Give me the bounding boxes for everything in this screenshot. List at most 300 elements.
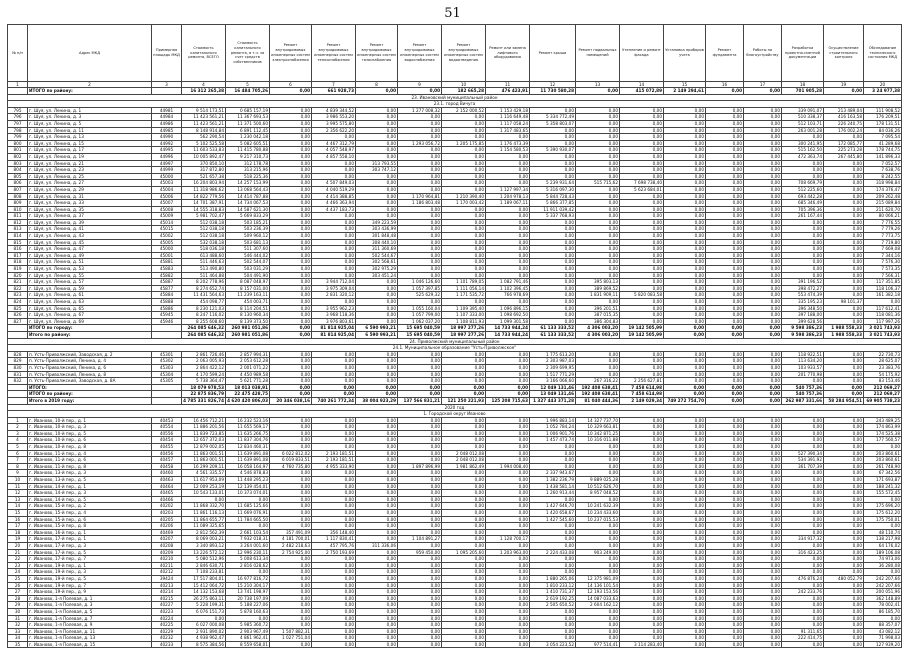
table-cell: 472 363,74	[782, 153, 824, 160]
table-cell: 386 304,83	[576, 318, 620, 325]
table-cell	[152, 88, 182, 95]
table-cell: 0,00	[744, 589, 782, 596]
table-cell: 0,00	[486, 153, 530, 160]
table-cell: 0,00	[664, 437, 706, 444]
table-cell: 177 560,57	[864, 437, 902, 444]
table-cell: 0,00	[782, 259, 824, 266]
table-cell: 0,00	[398, 622, 442, 629]
table-cell: 103 933,57	[782, 364, 824, 371]
table-cell: 225 273,28	[824, 147, 864, 154]
table-cell: 0,00	[226, 496, 270, 503]
table-cell: 20 738 197,09	[226, 595, 270, 602]
table-cell: 0,00	[356, 529, 398, 536]
table-row	[8, 160, 902, 167]
table-cell: 138 217,98	[864, 536, 902, 543]
table-cell: 18 013 038,91	[226, 384, 270, 391]
table-cell: 1 046 126,60	[398, 279, 442, 286]
table-cell: 0,00	[824, 305, 864, 312]
table-cell: 0,00	[356, 378, 398, 385]
table-cell: 0,00	[744, 542, 782, 549]
table-cell: 0,00	[744, 219, 782, 226]
table-cell: 4 861 962,41	[226, 635, 270, 642]
table-cell: 0,00	[398, 266, 442, 273]
table-cell: 0,00	[576, 107, 620, 114]
table-cell: 0,00	[620, 371, 664, 378]
table-cell: 0,00	[664, 457, 706, 464]
column-header: № п/п	[8, 25, 28, 82]
table-cell: 0,00	[312, 628, 356, 635]
table-cell: 0,00	[530, 246, 576, 253]
table-cell: 480 052,79	[824, 575, 864, 582]
table-cell: 1 062 037,20	[398, 318, 442, 325]
table-cell: 0,00	[486, 226, 530, 233]
table-cell: 1 128 700,17	[486, 536, 530, 543]
table-cell: 0,00	[664, 272, 706, 279]
table-cell: 12 996 230,11	[226, 549, 270, 556]
table-cell: 0,00	[530, 312, 576, 319]
table-cell: 0,00	[664, 569, 706, 576]
table-cell: 0,00	[824, 430, 864, 437]
table-cell: 2 604 162,12	[576, 602, 620, 609]
table-cell: 0,00	[576, 615, 620, 622]
table-cell: 0,00	[706, 536, 744, 543]
table-cell: 4 546 878,83	[226, 470, 270, 477]
table-cell: 0,00	[486, 516, 530, 523]
table-cell: 4 785 331 826,74	[183, 397, 224, 403]
table-cell: 0,00	[270, 430, 312, 437]
table-cell: 0,00	[824, 444, 864, 451]
table-cell: 13 049 131,46	[530, 391, 576, 398]
table-cell: 395 803,13	[576, 279, 620, 286]
table-cell: 0,00	[744, 252, 782, 259]
table-row	[8, 193, 902, 200]
table-cell: 0,00	[226, 569, 270, 576]
table-cell: 0,00	[356, 556, 398, 563]
table-cell: 11 685 125,66	[226, 503, 270, 510]
table-cell: 125 208 715,63	[486, 397, 530, 404]
table-cell: 40460	[152, 470, 182, 477]
table-cell: 813	[8, 226, 28, 233]
table-cell: 45009	[152, 213, 182, 220]
table-cell: 0,00	[356, 384, 398, 391]
table-cell: 40465	[152, 490, 182, 497]
table-cell: 540 757,36	[782, 384, 824, 391]
table-cell: 11 318 986,62	[182, 186, 226, 193]
table-cell: 0,00	[744, 200, 782, 207]
table-cell: 0,00	[576, 114, 620, 121]
table-cell: 0,00	[312, 569, 356, 576]
table-cell: 302 568,61	[356, 259, 398, 266]
table-cell: 0,00	[270, 424, 312, 431]
table-cell: 0,00	[782, 266, 824, 273]
table-cell: 0,00	[620, 470, 664, 477]
table-cell: 0,00	[530, 153, 576, 160]
table-cell: 0,00	[744, 622, 782, 629]
table-cell: 396 201,51	[576, 305, 620, 312]
table-cell: 0,00	[356, 193, 398, 200]
table-cell: 12 657 372,03	[182, 437, 226, 444]
table-row	[8, 299, 902, 306]
table-cell: 0,00	[486, 206, 530, 213]
column-index: 6	[270, 82, 312, 88]
table-cell: ИТОГО по району:	[28, 88, 152, 95]
table-cell: 476 423,91	[486, 88, 530, 95]
table-cell: 10 373 074,01	[226, 490, 270, 497]
table-cell: 0,00	[270, 252, 312, 259]
table-cell: 0,00	[744, 450, 782, 457]
table-cell: 0,00	[356, 173, 398, 180]
table-cell: 11 863 001,51	[182, 457, 226, 464]
table-cell: 1 438 581,14	[530, 483, 576, 490]
table-cell: 0,00	[620, 364, 664, 371]
table-cell: 7 566,31	[864, 272, 902, 279]
table-cell: 0,00	[620, 562, 664, 569]
table-cell: г. Иваново, 10-й пер., д. 5	[28, 430, 152, 437]
table-cell: 0,00	[270, 358, 312, 365]
table-cell: 0,00	[356, 305, 398, 312]
table-cell: 0,00	[442, 516, 486, 523]
table-cell: 1 116 649,48	[486, 114, 530, 121]
table-row	[8, 575, 902, 582]
table-cell: 0,00	[664, 510, 706, 517]
table-row	[8, 615, 902, 622]
table-cell: 0,00	[744, 424, 782, 431]
table-cell: 0,00	[664, 266, 706, 273]
table-cell: 6 019 833,51	[270, 457, 312, 464]
table-cell: 0,00	[486, 378, 530, 385]
table-cell: 0,00	[664, 562, 706, 569]
table-cell: 14 136 101,54	[576, 582, 620, 589]
table-row	[8, 153, 902, 160]
total-row	[8, 325, 902, 332]
table-cell: 0,00	[398, 127, 442, 134]
table-cell: 21	[8, 549, 28, 556]
table-cell: 0,00	[706, 180, 744, 187]
table-cell: 0,00	[620, 417, 664, 424]
table-cell: 0,00	[824, 490, 864, 497]
table-cell: 0,00	[576, 569, 620, 576]
table-cell: 4 467 312,79	[312, 140, 356, 147]
table-cell: 0,00	[486, 417, 530, 424]
table-cell: 16 456 712,21	[182, 417, 226, 424]
table-cell: 45001	[152, 252, 182, 259]
table-cell: 0,00	[824, 608, 864, 615]
table-cell: 12 375 981,09	[576, 575, 620, 582]
table-cell: 0,00	[706, 127, 744, 134]
table-cell: 1 327 443 371,28	[530, 397, 576, 404]
table-cell: 0,00	[486, 496, 530, 503]
table-cell: 303 451,24	[356, 272, 398, 279]
table-cell: 0,00	[744, 384, 782, 391]
table-cell: 0,00	[782, 246, 824, 253]
table-cell: 10	[8, 477, 28, 484]
table-cell: 0,00	[270, 575, 312, 582]
table-cell: 0,00	[312, 523, 356, 530]
table-cell: 0,00	[782, 582, 824, 589]
column-header: Адрес МКД	[28, 25, 152, 82]
table-cell: 45006	[152, 193, 182, 200]
table-cell: г. Шуя, ул. Ленина, д. 57	[28, 279, 152, 286]
table-cell: 0,00	[530, 167, 576, 174]
table-cell: 0,00	[744, 575, 782, 582]
table-cell: 0,00	[664, 430, 706, 437]
table-row	[8, 516, 902, 523]
table-cell: 117 351,85	[864, 279, 902, 286]
table-cell: 0,00	[706, 279, 744, 286]
table-cell: 0,00	[620, 160, 664, 167]
table-cell: 0,00	[312, 575, 356, 582]
table-cell: 26 275 863,11	[182, 595, 226, 602]
table-cell: 0,00	[664, 503, 706, 510]
table-cell: 0,00	[356, 279, 398, 286]
table-cell: 0,00	[824, 602, 864, 609]
table-cell: 0,00	[744, 562, 782, 569]
table-cell: 0,00	[312, 378, 356, 385]
table-cell: 0,00	[486, 556, 530, 563]
table-cell: 8 242,55	[864, 173, 902, 180]
table-cell: 0,00	[312, 252, 356, 259]
table-cell: 1 186 803,48	[398, 200, 442, 207]
table-cell: 0,00	[744, 331, 782, 338]
table-cell: 0,00	[442, 575, 486, 582]
table-cell: 0,00	[356, 358, 398, 365]
table-cell: 0,00	[442, 477, 486, 484]
table-cell: 1 095 205,60	[442, 549, 486, 556]
table-row	[8, 305, 902, 312]
table-cell: 512 038,18	[182, 233, 226, 240]
table-cell: г. Иваново, 15-й пер., д. 8	[28, 523, 152, 530]
table-cell: 0,00	[356, 608, 398, 615]
table-cell: 0,00	[576, 219, 620, 226]
table-cell: 5 080 512,96	[182, 556, 226, 563]
table-cell: 0,00	[270, 417, 312, 424]
table-cell: 0,00	[398, 437, 442, 444]
column-index: 3	[152, 82, 182, 88]
table-row	[8, 450, 902, 457]
table-cell: 45887	[152, 279, 182, 286]
table-cell: 300 241,95	[782, 140, 824, 147]
table-row	[8, 378, 902, 385]
table-cell: 40203	[152, 510, 182, 517]
table-cell: 0,00	[486, 437, 530, 444]
table-cell: 0,00	[782, 615, 824, 622]
table-cell: 1 101 789,05	[442, 279, 486, 286]
table-cell: 0,00	[824, 622, 864, 629]
table-row	[8, 186, 902, 193]
table-cell: 0,00	[270, 556, 312, 563]
table-cell: 41 289,68	[864, 140, 902, 147]
table-cell: 2 149 294,61	[664, 88, 706, 95]
table-cell: 810	[8, 206, 28, 213]
table-cell: 0,00	[664, 331, 706, 338]
table-cell: 0,00	[620, 635, 664, 642]
table-cell: 1 994 008,40	[486, 463, 530, 470]
table-cell: 0,00	[782, 444, 824, 451]
table-cell: 7 698 738,40	[620, 180, 664, 187]
table-cell: 0,00	[706, 608, 744, 615]
table-cell: 0,00	[824, 450, 864, 457]
table-cell: 0,00	[356, 503, 398, 510]
table-cell: 0,00	[398, 364, 442, 371]
table-cell: 0,00	[486, 477, 530, 484]
table-cell: 8 274 652,74	[182, 285, 226, 292]
table-cell: 0,00	[824, 457, 864, 464]
table-cell: 0,00	[664, 575, 706, 582]
table-cell: 178 131,51	[864, 120, 902, 127]
table-cell: 0,00	[356, 523, 398, 530]
table-cell: 796	[8, 114, 28, 121]
table-cell: г. Иваново, 1-я Полевая, д. 1	[28, 595, 152, 602]
table-cell: 830	[8, 364, 28, 371]
table-cell: 141 896,33	[864, 153, 902, 160]
table-cell: 172 085,77	[824, 140, 864, 147]
table-cell: 0,00	[664, 120, 706, 127]
table-row	[8, 622, 902, 629]
table-cell: 0,00	[312, 437, 356, 444]
table-cell: 7 052,57	[864, 160, 902, 167]
table-cell: 312 178,78	[226, 160, 270, 167]
table-cell: 0,00	[398, 252, 442, 259]
table-cell: 0,00	[706, 305, 744, 312]
year-header	[8, 404, 902, 411]
column-index: 1	[8, 82, 28, 88]
table-cell: 1 410 731,37	[530, 589, 576, 596]
table-row	[8, 167, 902, 174]
table-cell: 0,00	[664, 186, 706, 193]
table-cell: 0,00	[824, 391, 864, 398]
table-cell: 0,00	[356, 424, 398, 431]
table-cell: 0,00	[486, 219, 530, 226]
table-cell: 0,00	[442, 206, 486, 213]
table-row	[8, 430, 902, 437]
table-cell: 0,00	[530, 226, 576, 233]
column-index: 10	[442, 82, 486, 88]
table-cell: 0,00	[782, 595, 824, 602]
table-cell: 22 730,73	[864, 351, 902, 358]
table-row	[8, 351, 902, 358]
table-cell: 0,00	[824, 503, 864, 510]
table-cell: 0,00	[398, 424, 442, 431]
table-cell: 2 063 005,93	[182, 358, 226, 365]
table-cell: 11 655 569,17	[226, 424, 270, 431]
table-cell: 0,00	[486, 582, 530, 589]
table-cell: 0,00	[486, 595, 530, 602]
table-cell: 0,00	[486, 371, 530, 378]
table-cell: 1 102 396,45	[486, 285, 530, 292]
table-cell: 19	[8, 536, 28, 543]
table-cell: 0,00	[398, 595, 442, 602]
table-cell: 0,00	[312, 266, 356, 273]
table-cell: 349 223,59	[356, 219, 398, 226]
table-cell: 15 695 040,59	[398, 325, 442, 332]
table-cell: 121 250 221,93	[442, 397, 486, 404]
table-cell: 303 436,99	[356, 226, 398, 233]
table-cell: 0,00	[442, 272, 486, 279]
table-cell: 0,00	[706, 490, 744, 497]
column-index: 5	[226, 82, 270, 88]
table-cell: 0,00	[744, 127, 782, 134]
table-cell: 0,00	[824, 193, 864, 200]
table-cell: 0,00	[442, 437, 486, 444]
table-cell: 0,00	[270, 391, 312, 398]
table-row	[8, 173, 902, 180]
table-cell: г. Шуя, ул. Ленина, д. 5	[28, 120, 152, 127]
table-cell: 0,00	[442, 542, 486, 549]
table-cell: 0,00	[530, 285, 576, 292]
table-cell: 0,00	[744, 457, 782, 464]
table-cell: 8 069 003,21	[182, 536, 226, 543]
document-sheet	[7, 24, 900, 648]
table-cell: 0,00	[576, 542, 620, 549]
table-cell: 0,00	[576, 127, 620, 134]
table-cell: 797	[8, 120, 28, 127]
table-cell: 2 619 192,25	[530, 595, 576, 602]
table-cell: 4 857 558,10	[312, 153, 356, 160]
table-cell: 0,00	[312, 358, 356, 365]
table-cell: 0,00	[664, 615, 706, 622]
table-cell: 0,00	[530, 299, 576, 306]
table-cell: 7 576,30	[864, 259, 902, 266]
table-cell: 0,00	[824, 233, 864, 240]
table-cell: 527 390,34	[782, 450, 824, 457]
table-cell	[8, 391, 28, 398]
table-cell: 521 657,38	[182, 173, 226, 180]
table-cell: 0,00	[620, 477, 664, 484]
table-cell: 3 968 118,36	[312, 312, 356, 319]
table-cell: 0,00	[312, 444, 356, 451]
table-cell: 0,00	[530, 279, 576, 286]
table-cell: 0,00	[706, 378, 744, 385]
table-cell: 693 442,28	[782, 193, 824, 200]
table-cell: 803	[8, 160, 28, 167]
table-cell: 0,00	[486, 444, 530, 451]
table-cell: 1 204 978,13	[486, 193, 530, 200]
table-cell: 3 114 283,40	[620, 641, 664, 648]
table-cell: 540 757,36	[782, 391, 824, 398]
table-cell: 1 170 964,81	[398, 193, 442, 200]
table-cell: 361 707,39	[782, 463, 824, 470]
table-cell: 0,00	[312, 167, 356, 174]
table-cell: г. Шуя, ул. Ленина, д. 15	[28, 140, 152, 147]
column-index: 17	[744, 82, 782, 88]
table-cell: 0,00	[442, 127, 486, 134]
table-cell: 9 217 310,73	[226, 153, 270, 160]
table-cell: 40466	[152, 496, 182, 503]
table-cell: 0,00	[398, 615, 442, 622]
table-cell: 512 103,71	[782, 120, 824, 127]
table-cell: 0,00	[744, 292, 782, 299]
table-cell: 4 181 700,01	[270, 536, 312, 543]
table-cell: 821	[8, 279, 28, 286]
table-cell: 13 226 572,12	[182, 549, 226, 556]
grand-total-row	[8, 397, 902, 404]
table-cell: 0,00	[398, 608, 442, 615]
table-cell: 34	[8, 635, 28, 642]
table-cell: 40209	[152, 549, 182, 556]
table-cell: 0,00	[576, 167, 620, 174]
table-row	[8, 602, 902, 609]
table-cell: 0,00	[744, 325, 782, 332]
table-cell: г. Шуя, ул. Ленина, д. 63	[28, 299, 152, 306]
table-cell: 1 082 791,46	[486, 279, 530, 286]
table-row	[8, 140, 902, 147]
table-cell: 64 176,02	[864, 542, 902, 549]
table-cell: 0,00	[270, 378, 312, 385]
table-cell: 0,00	[744, 477, 782, 484]
table-cell: 0,00	[398, 180, 442, 187]
table-cell: 0,00	[398, 496, 442, 503]
table-cell: 391 196,52	[782, 279, 824, 286]
